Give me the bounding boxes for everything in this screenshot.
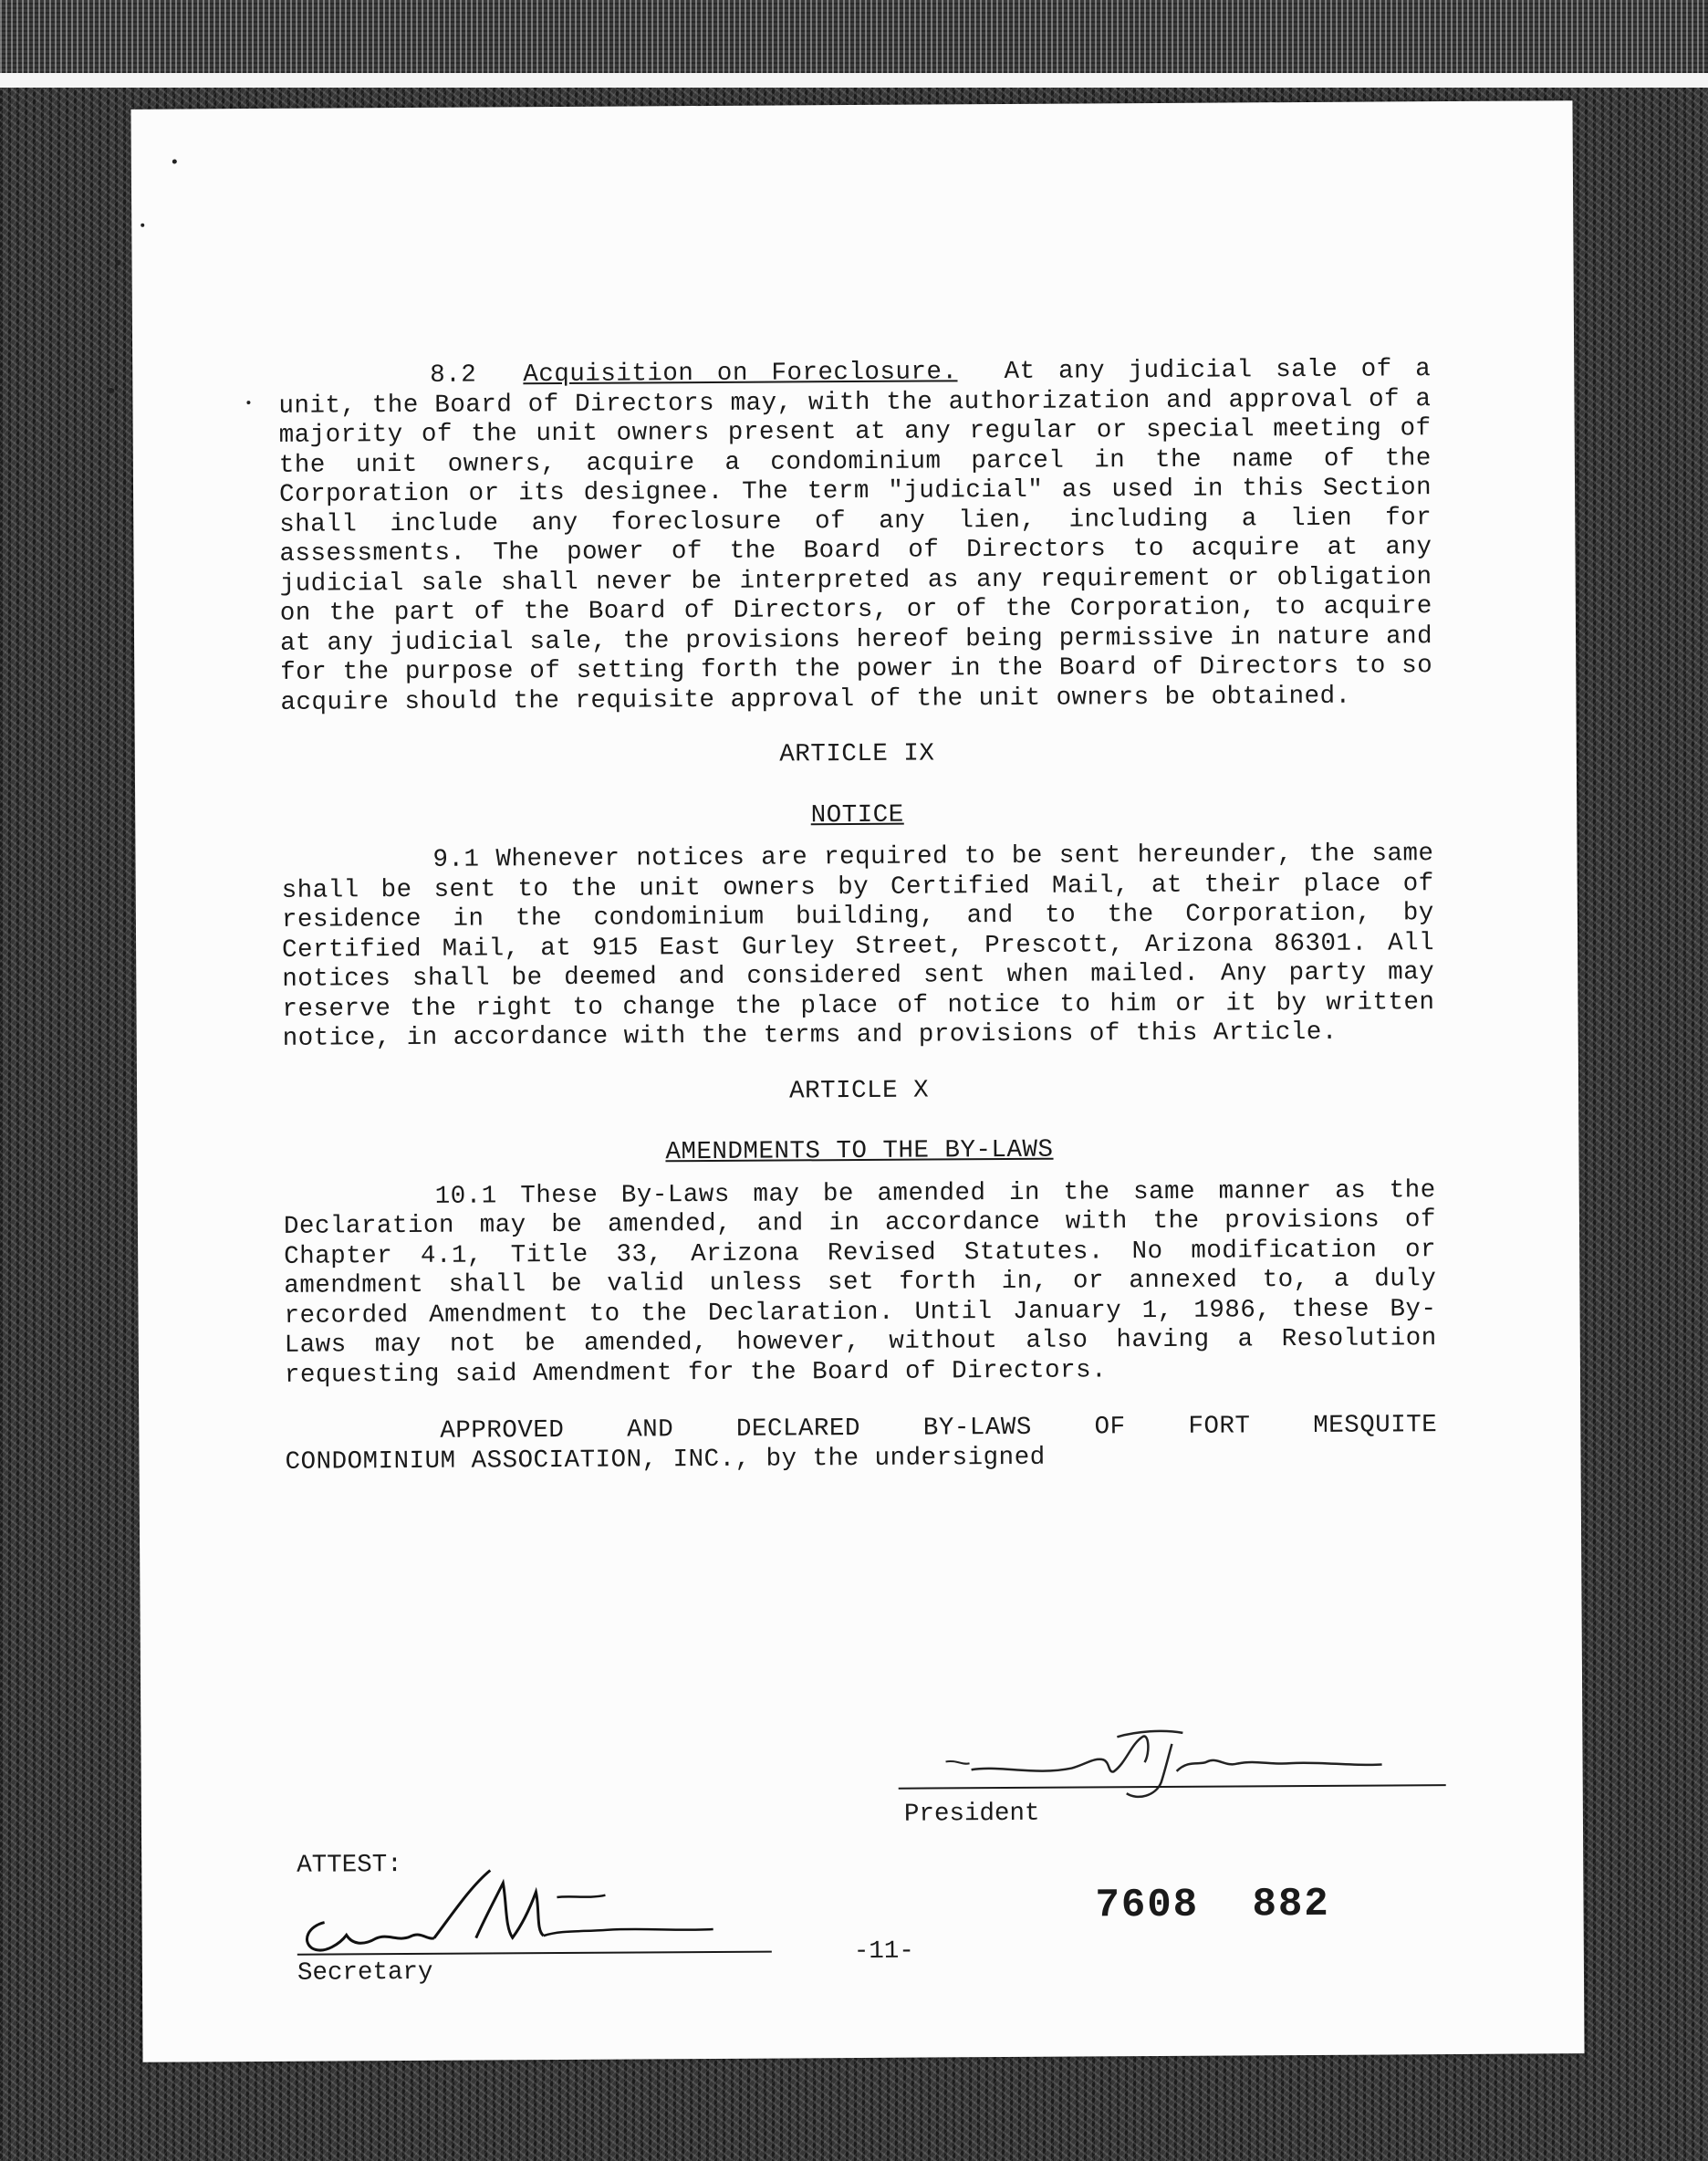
article-x-heading-text: AMENDMENTS TO THE BY-LAWS	[665, 1135, 1054, 1167]
section-heading: Acquisition on Foreclosure.	[523, 358, 958, 390]
scan-top-border	[0, 0, 1708, 73]
president-signature	[898, 1671, 1446, 1802]
approval-word: AND	[627, 1415, 674, 1445]
scan-top-strip	[0, 73, 1708, 88]
approval-word: OF	[1094, 1413, 1126, 1442]
document-body	[278, 355, 1437, 1477]
approval-word: APPROVED	[440, 1415, 565, 1446]
president-signature-block	[898, 1671, 1446, 1829]
page-number: -11-	[853, 1937, 914, 1967]
approval-word: MESQUITE	[1313, 1411, 1438, 1440]
attest-label: ATTEST:	[297, 1851, 402, 1880]
document-page	[130, 100, 1584, 2062]
article-x-title: ARTICLE X	[788, 1076, 930, 1105]
approval-word: DECLARED	[735, 1414, 861, 1444]
scan-speck	[115, 260, 120, 266]
recording-stamp: 7608 882	[1095, 1881, 1330, 1929]
scan-speck	[141, 224, 144, 227]
president-label: President	[903, 1799, 1040, 1829]
article-x-heading	[283, 1133, 1435, 1170]
scan-speck	[172, 160, 177, 164]
section-number: 8.2	[430, 360, 477, 390]
article-ix-title: ARTICLE IX	[779, 739, 935, 769]
section-8-2	[278, 355, 1432, 718]
approval-word: BY-LAWS	[922, 1413, 1032, 1443]
secretary-label: Secretary	[297, 1957, 433, 1988]
section-10-1	[284, 1176, 1437, 1391]
section-body: At any judicial sale of a unit, the Board of Directors may, with the authorization and approval of a majority of the unit owners present at any regular or special meeting of the unit owners, acquire a condominium parcel in the name of the Corporation or its designee. The term "judicial" as used in this Section shall include any foreclosure of any lien, including a lien for assessments. The power of the Board of Directors to acquire at any judicial sale shall never be interpreted as any requirement or obligation on the part of the Board of Directors, or of the Corporation, to acquire at any judicial sale, the provisions hereof being permissive in nature and for the purpose of setting forth the power in the Board of Directors to so acquire should the requisite approval of the unit owners be obtained.	[278, 355, 1433, 717]
scan-speck	[107, 388, 114, 393]
section-number: 10.1	[434, 1181, 497, 1211]
scan-speck	[246, 401, 250, 404]
section-body: Whenever notices are required to be sent hereunder, the same shall be sent to the unit owners by Certified Mail, at their place of residence in the condominium building, and to the Corporation, by Certified Mail, at 915 East Gurley Street, Prescott, Arizona 86301. All notices shall be deemed and considered sent when mailed. Any party may reserve the right to change the place of notice to him or it by written notice, in accordance with the terms and provisions of this Article.	[281, 840, 1435, 1053]
approval-line-2: CONDOMINIUM ASSOCIATION, INC., by the undersigned	[285, 1443, 1046, 1477]
secretary-signature-block	[297, 1848, 808, 2015]
article-ix-heading-text: NOTICE	[810, 800, 904, 830]
section-number: 9.1	[432, 845, 480, 874]
section-body: These By-Laws may be amended in the same manner as the Declaration may be amended, and in accordance with the provisions of Chapter 4.1, Title 33, Arizona Revised Statutes. No modification or amendment shall be valid unless set forth in, or annexed to, a duly recorded Amendment to the Declaration. Until January 1, 1986, these By-Laws may not be amended, however, without also having a Resolution requesting said Amendment for the Board of Directors.	[283, 1175, 1437, 1390]
approval-word: FORT	[1188, 1412, 1251, 1441]
article-ix-heading	[281, 798, 1433, 834]
section-9-1	[281, 840, 1434, 1054]
